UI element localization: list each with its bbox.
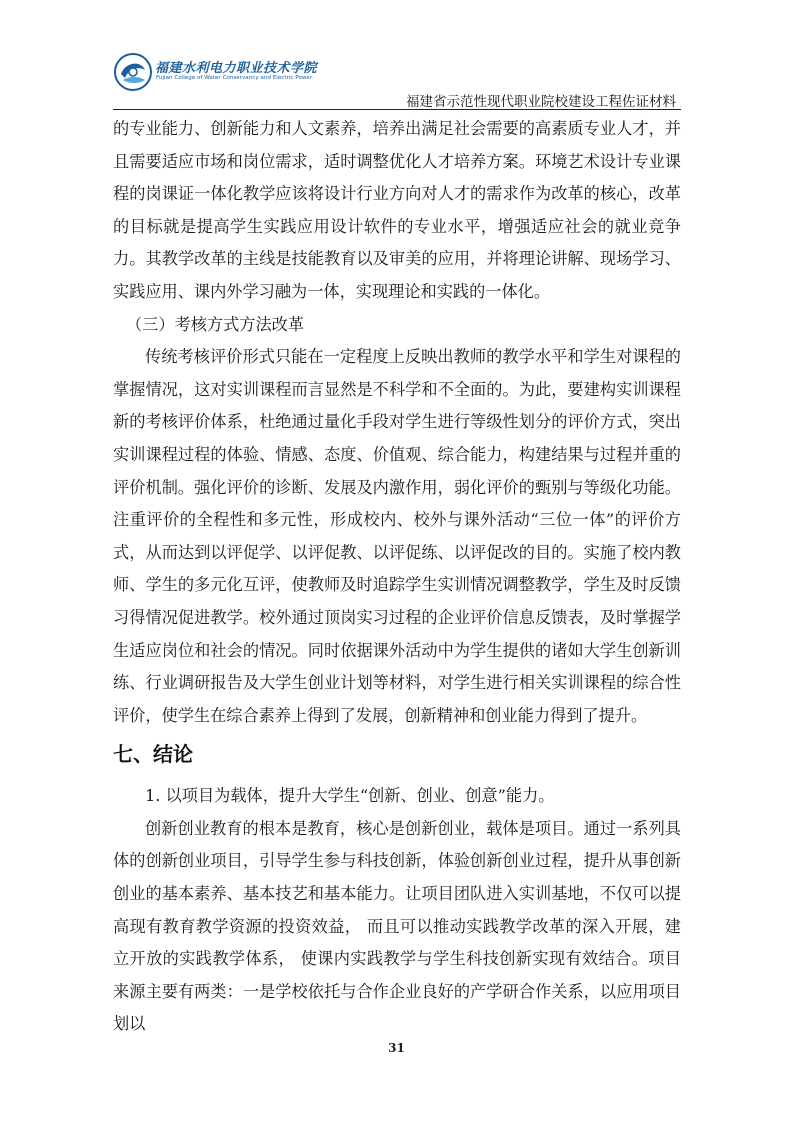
paragraph-curriculum-reform: 的专业能力、创新能力和人文素养，培养出满足社会需要的高素质专业人才，并且需要适应市场和岗位需求，适时调整优化人才培养方案。环境艺术设计专业课程的岗课证一体化教学应该将设计行业方向对人才的需求作为改革的核心，改革的目标就是提高学生实践应用设计软件的专业水平，增强适应社会的就业竞争力。其教学改革的主线是技能教育以及审美的应用，并将理论讲解、现场学习、实践应用、课内外学习融为一体，实现理论和实践的一体化。 <box>113 119 681 301</box>
paragraph-assessment-reform: 传统考核评价形式只能在一定程度上反映出教师的教学水平和学生对课程的掌握情况，这对实训课程而言显然是不科学和不全面的。为此，要建构实训课程新的考核评价体系，杜绝通过量化手段对学生进行等级性划分的评价方式，突出实训课程过程的体验、情感、态度、价值观、综合能力，构建结果与过程并重的评价机制。强化评价的诊断、发展及内激作用，弱化评价的甄别与等级化功能。注重评价的全程性和多元性，形成校内、校外与课外活动“三位一体”的评价方式，从而达到以评促学、以评促教、以评促练、以评促改的目的。实施了校内教师、学生的多元化互评，使教师及时追踪学生实训情况调整教学，学生及时反馈习得情况促进教学。校外通过顶岗实习过程的企业评价信息反馈表，及时掌握学生适应岗位和社会的情况。同时依据课外活动中为学生提供的诸如大学生创新训练、行业调研报告及大学生创业计划等材料，对学生进行相关实训课程的综合性评价，使学生在综合素养上得到了发展，创新精神和创业能力得到了提升。 <box>113 347 681 725</box>
college-logo <box>113 52 318 94</box>
college-emblem-icon <box>113 52 153 92</box>
paragraph-innovation-projects: 创新创业教育的根本是教育，核心是创新创业，载体是项目。通过一系列具体的创新创业项目，引导学生参与科技创新，体验创新创业过程，提升从事创新创业的基本素养、基本技艺和基本能力。让项目团队进入实训基地，不仅可以提高现有教育教学资源的投资效益， 而且可以推动实践教学改革的深入开展，建立开放的实践教学体系， 使课内实践教学与学生科技创新实现有效结合。项目来源主要有两类：一是学校依托与合作企业良好的产学研合作关系，以应用项目划以 <box>113 818 681 1034</box>
document-header-title: 福建省示范性现代职业院校建设工程佐证材料 <box>406 94 676 110</box>
section-heading-conclusion: 七、结论 <box>113 742 193 767</box>
header-divider <box>113 109 681 110</box>
page-body <box>113 113 681 1041</box>
numbered-point: 1. 以项目为载体，提升大学生“创新、创业、创意”能力。 <box>145 786 555 806</box>
page-number: 31 <box>388 1041 405 1055</box>
subsection-heading: （三）考核方式方法改革 <box>126 314 305 334</box>
logo-text: 福建水利电力职业技术学院 <box>155 61 318 76</box>
logo-subtext: Fujian College of Water Conservancy and Electric Power <box>156 75 313 81</box>
